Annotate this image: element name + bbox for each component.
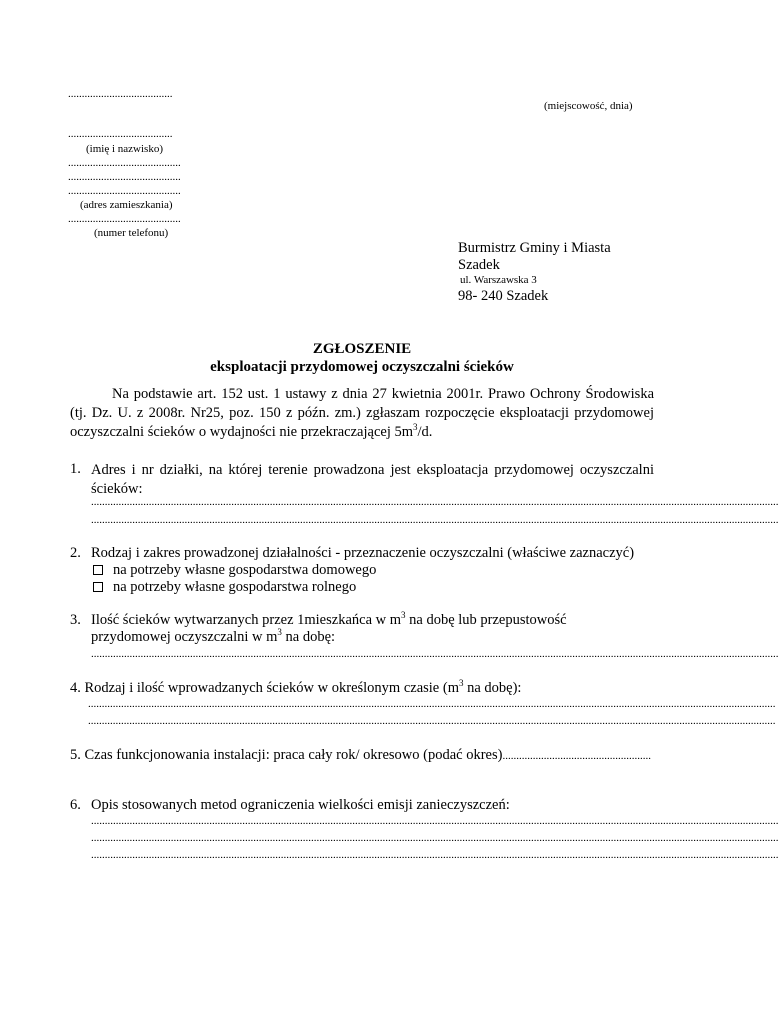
recipient-line-2: Szadek — [458, 257, 500, 273]
intro-paragraph — [70, 385, 654, 442]
q2-number: 2. — [70, 545, 81, 561]
recipient-line-3: ul. Warszawska 3 — [460, 274, 537, 286]
document-title: ZGŁOSZENIE — [312, 341, 412, 357]
place-date-label: (miejscowość, dnia) — [544, 100, 633, 112]
address-dots-1[interactable]: ......................................... — [68, 157, 181, 169]
q3-line-2 — [91, 629, 335, 646]
phone-dots[interactable]: ......................................... — [68, 213, 181, 225]
recipient-line-4: 98- 240 Szadek — [458, 288, 549, 304]
q3-text-c: przydomowej oczyszczalni w m — [91, 629, 278, 645]
intro-text: Na podstawie art. 152 ust. 1 ustawy z dnia 27 kwietnia 2001r. Prawo Ochrony Środowiska (tj. Dz. U. z 2008r. Nr25, poz. 150 z późn. zm.) zgłaszam rozpoczęcie eksploatacji przydomowej oczyszczalni ścieków o wydajności nie przekraczającej 5m — [70, 386, 654, 440]
option-farm-label: na potrzeby własne gospodarstwa rolnego — [113, 579, 357, 595]
address-dots-3[interactable]: ......................................... — [68, 185, 181, 197]
q1-number: 1. — [70, 461, 81, 477]
checkbox-farm[interactable] — [93, 582, 103, 592]
q3-text-d: na dobę: — [281, 629, 336, 645]
q4-number: 4. — [70, 680, 81, 696]
document-subtitle: eksploatacji przydomowej oczyszczalni ścieków — [210, 359, 514, 375]
q1-fill-line-1[interactable]: .......................................................................................................................................................................................................................................................... — [91, 496, 779, 508]
q6-text: Opis stosowanych metod ograniczenia wielkości emisji zanieczyszczeń: — [91, 797, 510, 813]
q4-text-a: Rodzaj i ilość wprowadzanych ścieków w określonym czasie (m — [84, 680, 459, 696]
option-household-label: na potrzeby własne gospodarstwa domowego — [113, 562, 377, 578]
q3-sup-a: 3 — [401, 610, 406, 621]
place-date-dots[interactable]: ...................................... — [68, 88, 173, 100]
q3-fill-line[interactable]: .......................................................................................................................................................................................................................................................... — [91, 648, 779, 660]
q5-text: 5. Czas funkcjonowania instalacji: praca cały rok/ okresowo (podać okres) — [70, 747, 503, 763]
intro-text-end: /d. — [417, 424, 433, 440]
q2-option-household[interactable] — [93, 562, 376, 579]
q5-fill[interactable]: ...................................................... — [502, 750, 651, 762]
q4-sup: 3 — [458, 678, 464, 689]
q3-number: 3. — [70, 612, 81, 628]
q2-text: Rodzaj i zakres prowadzonej działalności - przeznaczenie oczyszczalni (właściwe zaznaczyć) — [91, 545, 635, 561]
q6-number: 6. — [70, 797, 81, 813]
q6-fill-line-1[interactable]: .......................................................................................................................................................................................................................................................... — [91, 815, 779, 827]
name-dots[interactable]: ...................................... — [68, 128, 173, 140]
q3-text-b: na dobę lub przepustowość — [405, 612, 567, 628]
q4-line — [70, 680, 521, 697]
checkbox-household[interactable] — [93, 565, 103, 575]
q4-fill-line-1[interactable]: .......................................................................................................................................................................................................................................................... — [88, 698, 776, 710]
q6-fill-line-2[interactable]: .......................................................................................................................................................................................................................................................... — [91, 832, 779, 844]
q3-text-a: Ilość ścieków wytwarzanych przez 1mieszkańca w m — [91, 612, 402, 628]
q2-option-farm[interactable] — [93, 579, 356, 596]
q3-sup-c: 3 — [277, 627, 282, 638]
phone-label: (numer telefonu) — [94, 227, 169, 239]
q4-text-b: na dobę): — [463, 680, 522, 696]
intro-sup: 3 — [413, 422, 418, 433]
q3-line-1 — [91, 612, 654, 629]
address-dots-2[interactable]: ......................................... — [68, 171, 181, 183]
q6-fill-line-3[interactable]: .......................................................................................................................................................................................................................................................... — [91, 849, 779, 861]
q1-text: Adres i nr działki, na której terenie prowadzona jest eksploatacja przydomowej oczyszczalni ścieków: — [91, 462, 654, 497]
q1-fill-line-2[interactable]: .......................................................................................................................................................................................................................................................... — [91, 514, 779, 526]
q4-fill-line-2[interactable]: .......................................................................................................................................................................................................................................................... — [88, 715, 776, 727]
address-label: (adres zamieszkania) — [80, 199, 173, 211]
name-label: (imię i nazwisko) — [86, 143, 163, 155]
q5-line — [70, 747, 651, 764]
recipient-line-1: Burmistrz Gminy i Miasta — [458, 240, 611, 256]
